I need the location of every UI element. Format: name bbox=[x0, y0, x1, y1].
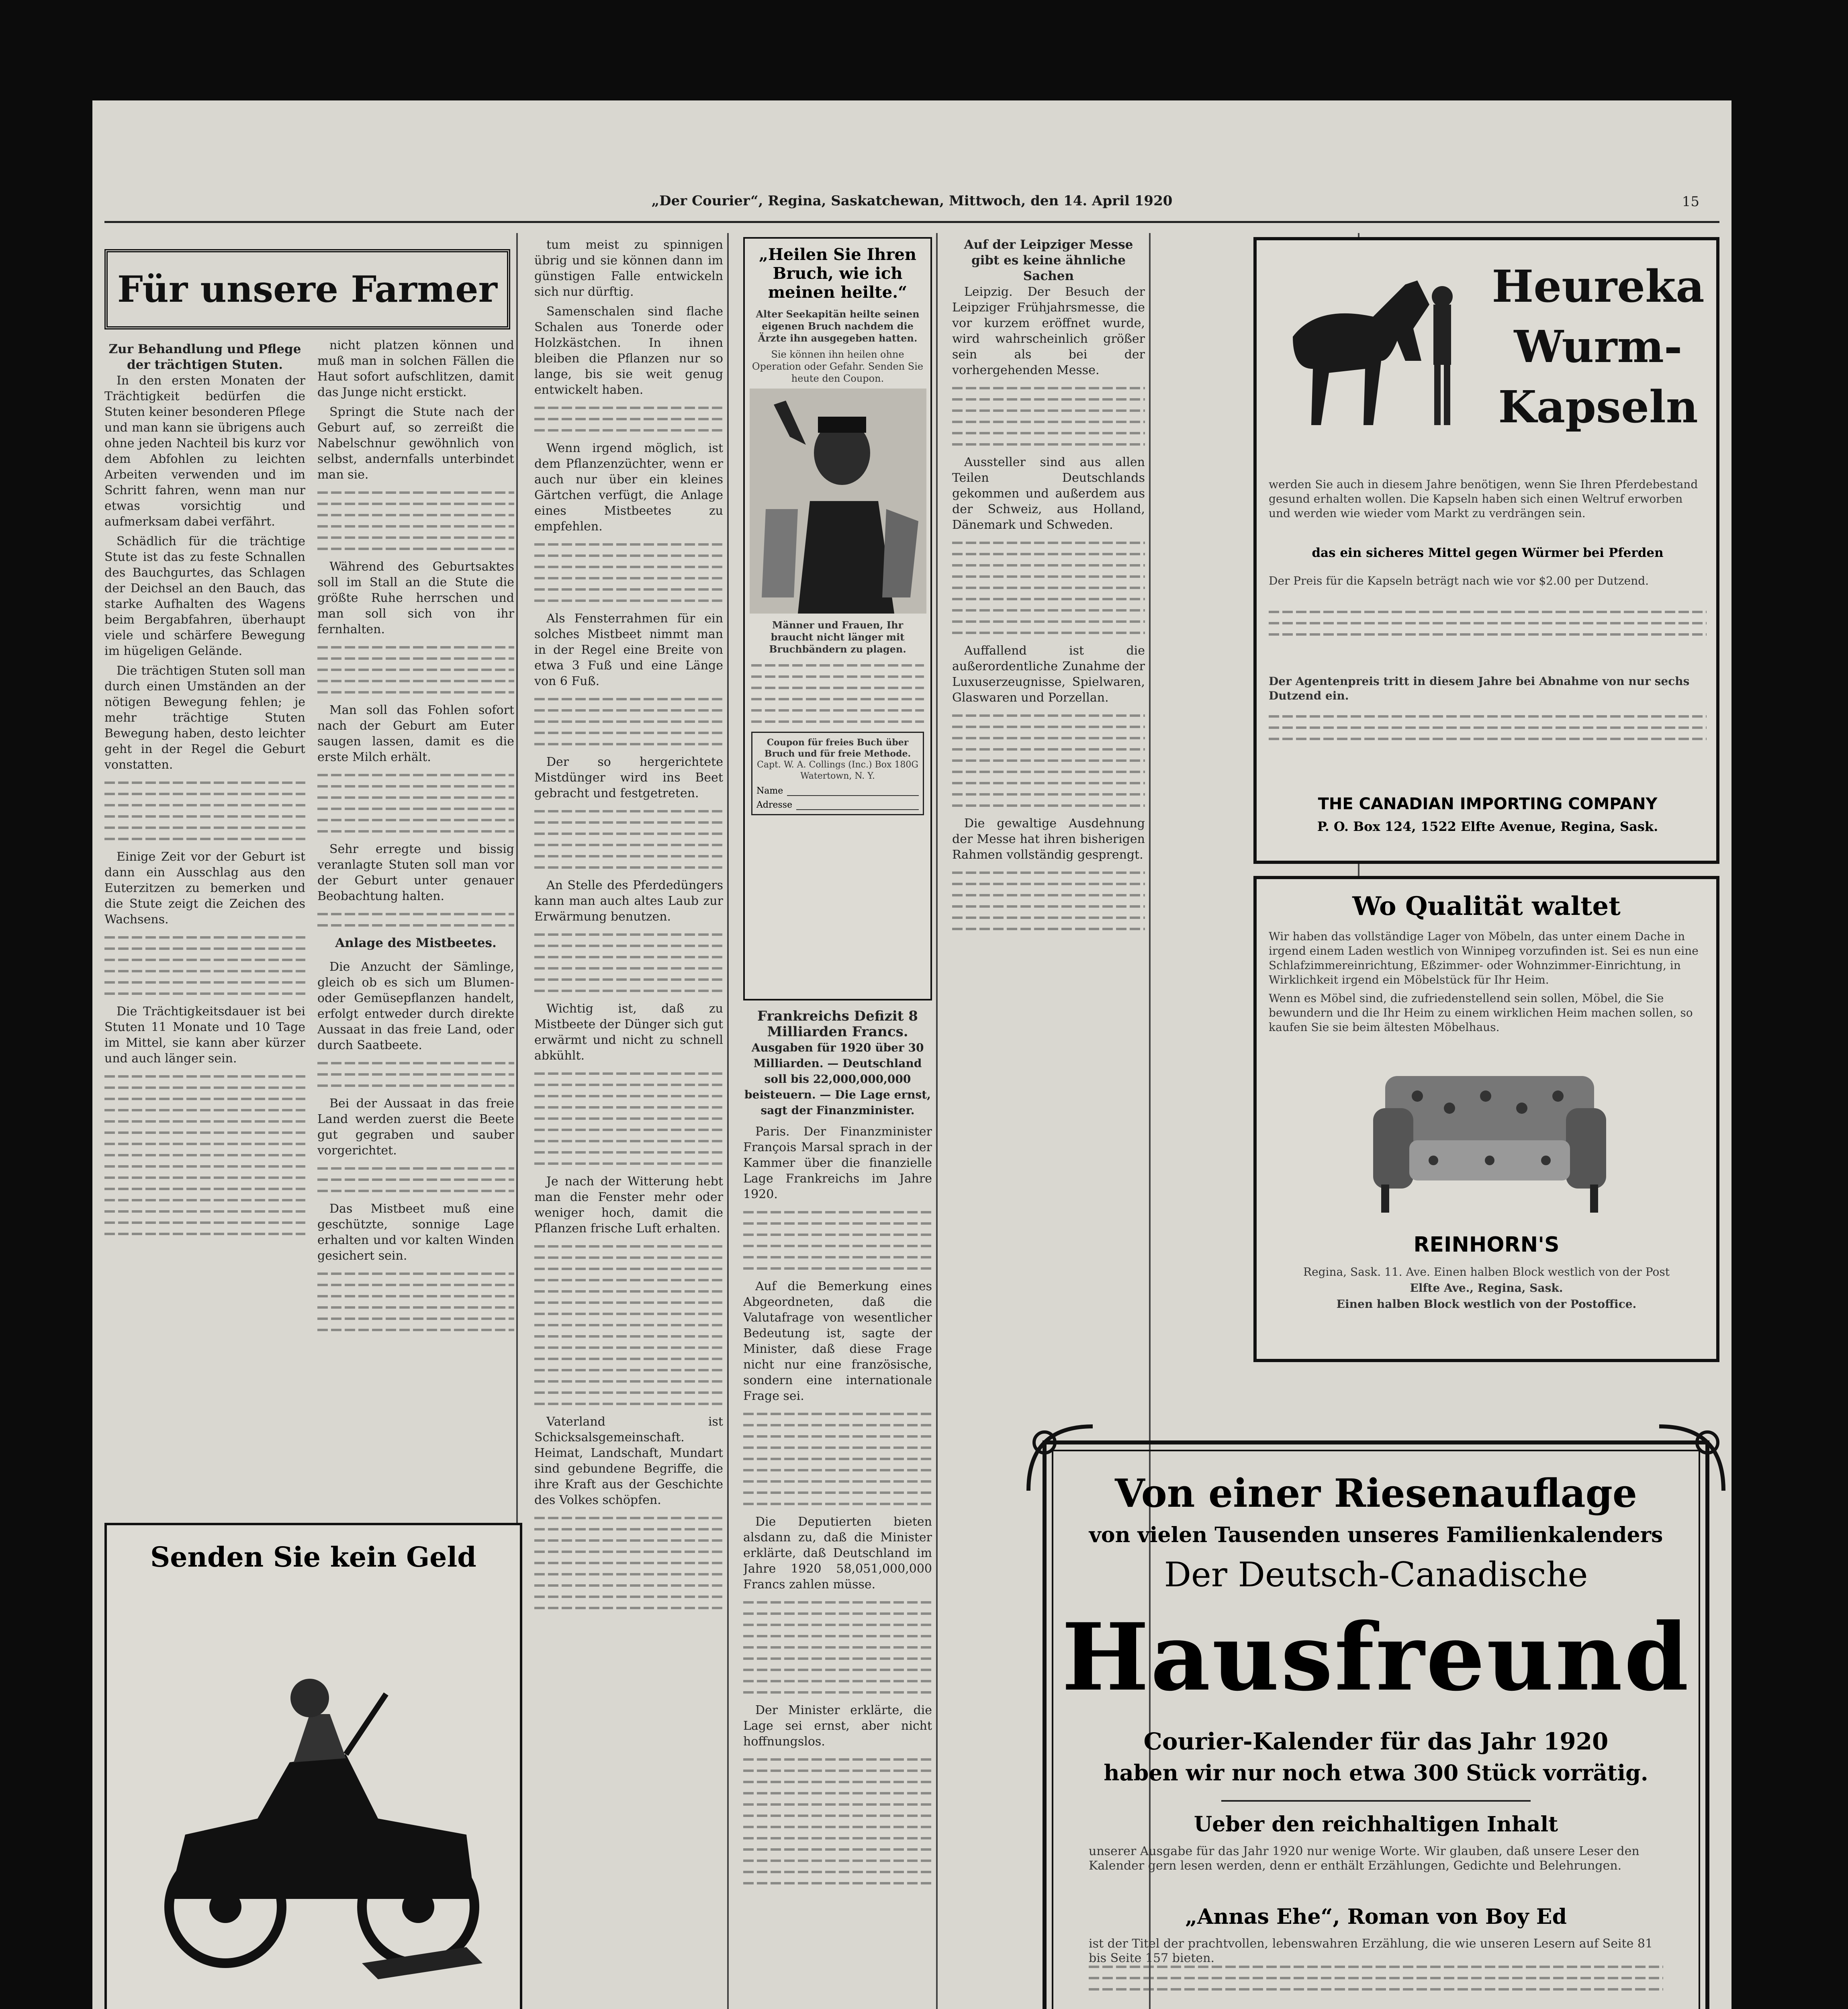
coupon-title: Coupon für freies Buch über Bruch und für freie Methode. bbox=[764, 737, 911, 759]
leipzig-head: Auf der Leipziger Messe gibt es keine ähnliche Sachen bbox=[964, 237, 1133, 283]
article-paragraph: Samenschalen sind flache Schalen aus Tonerde oder Holzkästchen. In ihnen bleiben die Pflanzen nur so lange, bis sie weit genug entwickelt haben. bbox=[534, 305, 723, 397]
heureka-title-3: Kapseln bbox=[1498, 381, 1698, 433]
frankreich-subhead: Ausgaben für 1920 über 30 Milliarden. — Deutschland soll bis 22,000,000,000 beisteuern. — Die Lage ernst, sagt der Finanzminister. bbox=[744, 1041, 931, 1117]
reinhorn-title: Wo Qualität waltet bbox=[1352, 891, 1621, 921]
heureka-ad bbox=[1253, 237, 1719, 864]
farmer-column bbox=[104, 342, 305, 1507]
hausfreund-ad bbox=[1020, 1418, 1731, 2009]
article-paragraph: Aussteller sind aus allen Teilen Deutschlands gekommen und außerdem aus der Schweiz, aus Holland, Dänemark und Schweden. bbox=[952, 455, 1145, 532]
article-paragraph: Die gewaltige Ausdehnung der Messe hat ihren bisherigen Rahmen vollständig gesprengt. bbox=[952, 816, 1145, 862]
farmer-paragraph: Die trächtigen Stuten soll man durch einen Umständen an der nötigen Bewegung fehlen; je mehr trächtige Stuten Bewegung haben, desto leichter geht in der Regel die Geburt vonstatten. bbox=[104, 664, 305, 772]
coupon-name-label: Name bbox=[756, 786, 783, 796]
coupon-name-field[interactable] bbox=[787, 786, 919, 796]
column-two bbox=[317, 338, 514, 1511]
column-three bbox=[534, 237, 723, 2009]
heureka-agents: Der Agentenpreis tritt in diesem Jahre bei Abnahme von nur sechs Dutzend ein. bbox=[1269, 675, 1690, 702]
reinhorn-address: Regina, Sask. 11. Ave. Einen halben Block westlich von der Post bbox=[1303, 1265, 1670, 1279]
vogts-ad-title: Senden Sie kein Geld bbox=[150, 1541, 476, 1573]
hausfreund-section-2-head: „Annas Ehe“, Roman von Boy Ed bbox=[1185, 1905, 1567, 1929]
column-five bbox=[952, 237, 1145, 1362]
reinhorn-ad bbox=[1253, 876, 1719, 1362]
article-paragraph: Die Deputierten bieten alsdann zu, daß die Minister erklärte, daß Deutschland im Jahre 1920 58,051,000,000 Francs zahlen müsse. bbox=[743, 1515, 932, 1592]
header-rule bbox=[104, 221, 1719, 223]
heureka-title-1: Heureka bbox=[1492, 260, 1705, 312]
bruch-ad-caption: Männer und Frauen, Ihr braucht nicht länger mit Bruchbändern zu plagen. bbox=[769, 619, 906, 655]
reinhorn-body: Wir haben das vollständige Lager von Möbeln, das unter einem Dache in irgend einem Laden westlich von Winnipeg vorzufinden ist. Sei es nun eine Schlafzimmereinrichtung, Eßzimmer- oder Wohnzimmer-Einrichtung, in Wirklichkeit irgend ein Möbelstück für Ihr Heim. bbox=[1269, 930, 1699, 986]
reinhorn-address-3: Einen halben Block westlich von der Postoffice. bbox=[1336, 1297, 1637, 1311]
vogts-ad bbox=[104, 1523, 522, 2009]
heureka-company: THE CANADIAN IMPORTING COMPANY bbox=[1318, 795, 1658, 813]
reinhorn-store: REINHORN'S bbox=[1413, 1233, 1560, 1257]
article-paragraph: Der Minister erklärte, die Lage sei ernst, aber nicht hoffnungslos. bbox=[743, 1703, 932, 1749]
hausfreund-line-2: von vielen Tausenden unseres Familienkalenders bbox=[1089, 1523, 1663, 1547]
hausfreund-line-6: haben wir nur noch etwa 300 Stück vorrätig. bbox=[1104, 1760, 1648, 1786]
bruch-ad bbox=[743, 237, 932, 1000]
article-paragraph: Sehr erregte und bissig veranlagte Stuten soll man vor der Geburt unter genauer Beobachtung halten. bbox=[317, 842, 514, 903]
hausfreund-section-1-body: unserer Ausgabe für das Jahr 1920 nur wenige Worte. Wir glauben, daß unsere Leser den Kalender gern lesen werden, denn er enthält Erzählungen, Gedichte und Belehrungen. bbox=[1089, 1844, 1639, 1873]
hausfreund-line-1: Von einer Riesenauflage bbox=[1115, 1471, 1637, 1516]
mistbeet-head: Anlage des Mistbeetes. bbox=[335, 936, 497, 950]
article-paragraph: Wenn irgend möglich, ist dem Pflanzenzüchter, wenn er auch nur über ein kleines Gärtchen verfügt, die Anlage eines Mistbeetes zu empfehlen. bbox=[534, 441, 723, 534]
bruch-ad-title: „Heilen Sie Ihren Bruch, wie ich meinen heilte.“ bbox=[759, 245, 916, 302]
hausfreund-section-1-head: Ueber den reichhaltigen Inhalt bbox=[1194, 1812, 1558, 1837]
horse-illustration bbox=[1269, 256, 1470, 465]
heureka-price: Der Preis für die Kapseln beträgt nach wie vor $2.00 per Dutzend. bbox=[1269, 574, 1649, 587]
article-paragraph: Bei der Aussaat in das freie Land werden zuerst die Beete gut gegraben und sauber vorgerichtet. bbox=[317, 1097, 514, 1158]
farmer-paragraph: Schädlich für die trächtige Stute ist das zu feste Schnallen des Bauchgurtes, das Schlagen der Deichsel an den Bauch, das starke Aufhalten des Wagens beim Bergabfahren, überhaupt viele und schärfere Bewegung im hügeligen Gelände. bbox=[104, 534, 305, 658]
bruch-ad-body: Sie können ihn heilen ohne Operation oder Gefahr. Senden Sie heute den Coupon. bbox=[752, 349, 924, 384]
column-four bbox=[743, 1009, 932, 2009]
hausfreund-line-5: Courier-Kalender für das Jahr 1920 bbox=[1143, 1728, 1609, 1755]
column-rule bbox=[727, 233, 729, 2009]
article-paragraph: Leipzig. Der Besuch der Leipziger Frühjahrsmesse, die vor kurzem eröffnet wurde, wird wahrscheinlich größer sein als bei der vorhergehenden Messe. bbox=[952, 285, 1145, 377]
reinhorn-body-2: Wenn es Möbel sind, die zufriedenstellend sein sollen, Möbel, die Sie bewundern und die Ihr Heim zu einem wirklichen Heim machen sollen, so kaufen Sie sie beim ältesten Möbelhaus. bbox=[1269, 992, 1693, 1034]
frankreich-head: Frankreichs Defizit 8 Milliarden Francs. bbox=[757, 1009, 918, 1040]
heureka-body: werden Sie auch in diesem Jahre benötigen, wenn Sie Ihren Pferdebestand gesund erhalten wollen. Die Kapseln haben sich einen Weltruf erworben und werden wie wieder vom Markt zu verdrängen sein. bbox=[1269, 478, 1698, 520]
farmer-paragraph: Einige Zeit vor der Geburt ist dann ein Ausschlag aus den Euterzitzen zu bemerken und die Stute zeigt die Zeichen des Wachsens. bbox=[104, 850, 305, 927]
article-paragraph: Paris. Der Finanzminister François Marsal sprach in der Kammer über die finanzielle Lage Frankreichs im Jahre 1920. bbox=[743, 1125, 932, 1201]
automobile-illustration bbox=[121, 1594, 507, 2009]
captain-illustration bbox=[750, 389, 926, 614]
article-paragraph: Das Mistbeet muß eine geschützte, sonnige Lage erhalten und vor kalten Winden gesichert sein. bbox=[317, 1202, 514, 1263]
newspaper-page bbox=[92, 100, 1731, 2009]
article-paragraph: Als Fensterrahmen für ein solches Mistbeet nimmt man in der Regel eine Breite von etwa 3 Fuß und eine Länge von 6 Fuß. bbox=[534, 612, 723, 688]
reinhorn-address-2: Elfte Ave., Regina, Sask. bbox=[1410, 1281, 1563, 1295]
coupon-address-field[interactable] bbox=[796, 800, 919, 810]
hausfreund-section-2-body: ist der Titel der prachtvollen, lebenswahren Erzählung, die wie unseren Lesern auf Seite 81 bis Seite 157 bieten. bbox=[1089, 1937, 1653, 1965]
divider bbox=[1221, 1800, 1531, 1802]
article-paragraph: Je nach der Witterung hebt man die Fenster mehr oder weniger hoch, damit die Pflanzen frische Luft erhalten. bbox=[534, 1174, 723, 1236]
masthead: „Der Courier“, Regina, Saskatchewan, Mittwoch, den 14. April 1920 bbox=[651, 193, 1173, 209]
page-number: 15 bbox=[1682, 194, 1699, 210]
article-paragraph: Auf die Bemerkung eines Abgeordneten, daß die Valutafrage von wesentlicher Bedeutung ist, sagte der Minister, daß diese Frage nicht nur eine französische, sondern eine internationale Frage sei. bbox=[743, 1279, 932, 1403]
article-paragraph: An Stelle des Pferdedüngers kann man auch altes Laub zur Erwärmung benutzen. bbox=[534, 878, 723, 924]
farmer-column-title: Für unsere Farmer bbox=[104, 249, 510, 329]
hausfreund-line-3: Der Deutsch-Canadische bbox=[1164, 1555, 1588, 1594]
article-paragraph: Die Anzucht der Sämlinge, gleich ob es sich um Blumen- oder Gemüsepflanzen handelt, erfolgt entweder durch direkte Aussaat in das freie Land, oder durch Saatbeete. bbox=[317, 960, 514, 1052]
article-paragraph: tum meist zu spinnigen übrig und sie können dann im günstigen Falle entwickeln sich nur dürftig. bbox=[534, 238, 723, 299]
farmer-subhead: Zur Behandlung und Pflege der trächtigen Stuten. bbox=[108, 342, 301, 372]
farmer-paragraph: Die Trächtigkeitsdauer ist bei Stuten 11 Monate und 10 Tage im Mittel, sie kann aber kürzer und auch länger sein. bbox=[104, 1004, 305, 1066]
coupon-address: Capt. W. A. Collings (Inc.) Box 180G Watertown, N. Y. bbox=[757, 760, 918, 781]
heureka-title-2: Wurm- bbox=[1514, 321, 1682, 372]
article-paragraph: Man soll das Fohlen sofort nach der Geburt am Euter saugen lassen, damit es die erste Milch erhält. bbox=[317, 703, 514, 764]
vaterland-paragraph: Vaterland ist Schicksalsgemeinschaft. Heimat, Landschaft, Mundart sind gebundene Begriffe, die ihre Kraft aus der Geschichte des Volkes schöpfen. bbox=[534, 1415, 723, 1507]
article-paragraph: Während des Geburtsaktes soll im Stall an die Stute die größte Ruhe herrschen und man soll sich von ihr fernhalten. bbox=[317, 560, 514, 636]
column-rule bbox=[936, 233, 938, 2009]
sofa-illustration bbox=[1369, 1052, 1610, 1221]
article-paragraph: Auffallend ist die außerordentliche Zunahme der Luxuserzeugnisse, Spielwaren, Glaswaren und Porzellan. bbox=[952, 644, 1145, 705]
article-paragraph: nicht platzen können und muß man in solchen Fällen die Haut sofort aufschlitzen, damit das Junge nicht erstickt. bbox=[317, 338, 514, 399]
article-paragraph: Springt die Stute nach der Geburt auf, so zerreißt die Nabelschnur gewöhnlich von selbst, andernfalls unterbindet man sie. bbox=[317, 405, 514, 482]
hausfreund-line-4: Hausfreund bbox=[1061, 1603, 1691, 1712]
article-paragraph: Wichtig ist, daß zu Mistbeete der Dünger sich gut erwärmt und nicht zu schnell abkühlt. bbox=[534, 1002, 723, 1063]
heureka-tagline: das ein sicheres Mittel gegen Würmer bei Pferden bbox=[1312, 546, 1664, 560]
column-rule bbox=[516, 233, 518, 1639]
bruch-ad-subtitle: Alter Seekapitän heilte seinen eigenen Bruch nachdem die Ärzte ihn ausgegeben hatten. bbox=[756, 308, 920, 344]
bruch-coupon[interactable] bbox=[751, 732, 924, 815]
farmer-paragraph: In den ersten Monaten der Trächtigkeit bedürfen die Stuten keiner besonderen Pflege und man kann sie übrigens auch ohne jeden Nachteil bis kurz vor dem Abfohlen zu leichten Arbeiten verwenden und im Schritt fahren, wenn man nur etwas vorsichtig und aufmerksam dabei verfährt. bbox=[104, 374, 305, 529]
heureka-address: P. O. Box 124, 1522 Elfte Avenue, Regina, Sask. bbox=[1317, 819, 1658, 834]
article-paragraph: Der so hergerichtete Mistdünger wird ins Beet gebracht und festgetreten. bbox=[534, 755, 723, 800]
coupon-address-label: Adresse bbox=[756, 800, 793, 810]
